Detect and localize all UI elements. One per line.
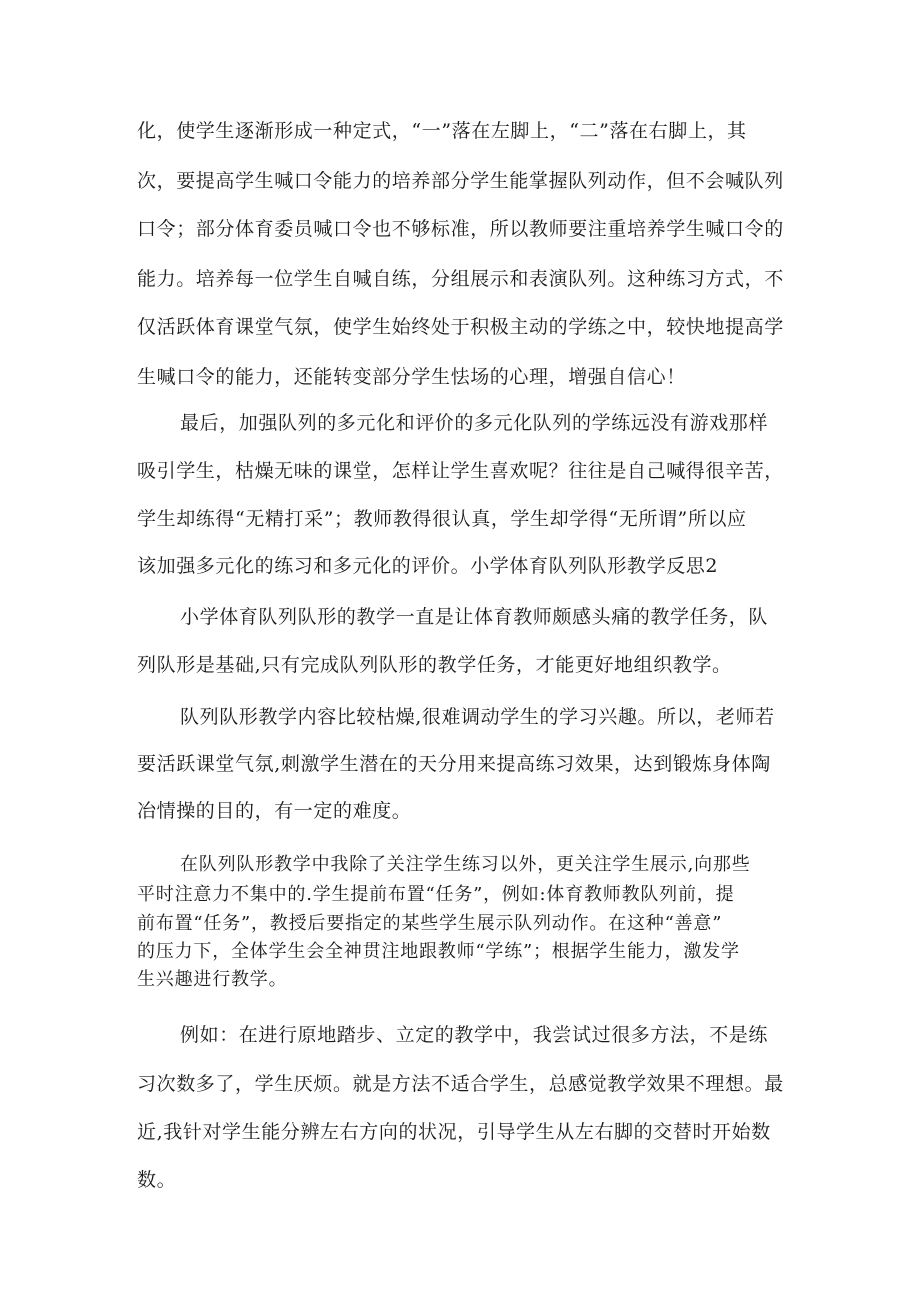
text-line: 仅活跃体育课堂气氛，使学生始终处于积极主动的学练之中，较快地提高学	[137, 316, 784, 338]
text-line: 的压力下，全体学生会全神贯注地跟教师“学练”；根据学生能力，激发学	[137, 941, 740, 962]
text-line: 要活跃课堂气氛,刺激学生潜在的天分用来提高练习效果，达到锻炼身体陶	[137, 753, 771, 775]
text-line: 小学体育队列队形的教学一直是让体育教师颇感头痛的教学任务，队	[180, 606, 769, 628]
text-line: 队列队形教学内容比较枯燥,很难调动学生的学习兴趣。所以，老师若	[180, 706, 775, 728]
text-line: 学生却练得“无精打采”；教师教得很认真，学生却学得“无所谓”所以应	[137, 508, 747, 530]
text-line: 前布置“任务”，教授后要指定的某些学生展示队列动作。在这种“善意”	[137, 913, 723, 934]
text-line: 生喊口令的能力，还能转变部分学生怯场的心理，增强自信心！	[137, 366, 686, 388]
text-line: 例如：在进行原地踏步、立定的教学中，我尝试过很多方法，不是练	[180, 1024, 769, 1046]
text-line: 该加强多元化的练习和多元化的评价。小学体育队列队形教学反思2	[137, 555, 719, 577]
text-line: 数。	[137, 1169, 177, 1191]
text-line: 吸引学生，枯燥无味的课堂，怎样让学生喜欢呢？往往是自己喊得很辛苦，	[137, 460, 784, 482]
text-line: 能力。培养每一位学生自喊自练，分组展示和表演队列。这种练习方式，不	[137, 268, 784, 290]
text-line: 列队形是基础,只有完成队列队形的教学任务，才能更好地组织教学。	[137, 654, 732, 676]
text-line: 生兴趣进行教学。	[137, 969, 288, 990]
text-line: 平时注意力不集中的.学生提前布置“任务”，例如:体育教师教队列前，提	[137, 884, 735, 905]
text-line: 习次数多了，学生厌烦。就是方法不适合学生，总感觉教学效果不理想。最	[137, 1073, 784, 1095]
text-line: 口令；部分体育委员喊口令也不够标准，所以教师要注重培养学生喊口令的	[137, 218, 784, 240]
text-line: 近,我针对学生能分辨左右方向的状况，引导学生从左右脚的交替时开始数	[137, 1121, 771, 1143]
text-line: 次，要提高学生喊口令能力的培养部分学生能掌握队列动作，但不会喊队列	[137, 170, 784, 192]
text-line: 冶情操的目的，有一定的难度。	[137, 800, 412, 822]
text-line: 化，使学生逐渐形成一种定式，“一”落在左脚上，“二”落在右脚上，其	[137, 120, 747, 142]
text-line: 在队列队形教学中我除了关注学生练习以外，更关注学生展示,向那些	[180, 854, 751, 875]
text-line: 最后，加强队列的多元化和评价的多元化队列的学练远没有游戏那样	[180, 412, 769, 434]
